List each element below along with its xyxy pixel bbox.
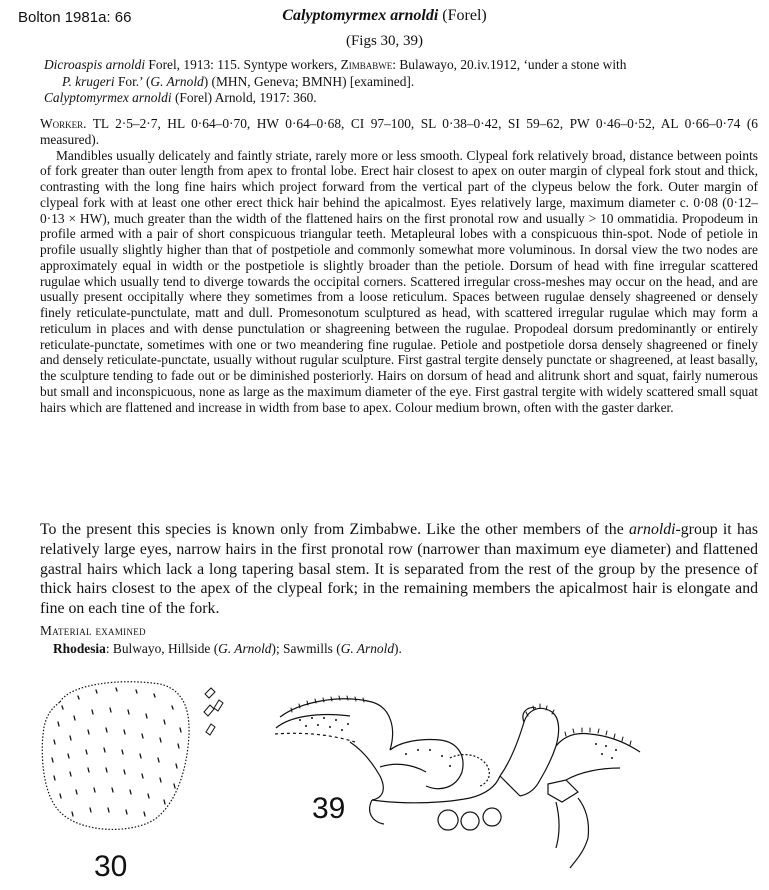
fig30-hairs (52, 688, 181, 816)
type-country: Zimbabwe (340, 57, 393, 72)
figures-area (0, 672, 769, 890)
figure-39-label: 39 (312, 792, 346, 825)
figure-30-label: 30 (94, 850, 128, 883)
locality-end: ). (394, 641, 402, 656)
depository: ) (MHN, Geneva; BMNH) [examined]. (203, 73, 415, 89)
synonymy-line-1 (44, 57, 756, 74)
collector-1: G. Arnold (218, 641, 272, 656)
species-title (0, 7, 769, 25)
synonymy-block (44, 57, 756, 107)
citation-label: Bolton 1981a: 66 (18, 9, 132, 26)
combination-ref: (Forel) Arnold, 1917: 360. (174, 90, 317, 105)
worker-measurements (40, 116, 758, 148)
collector-2: G. Arnold (340, 641, 395, 656)
figure-reference: (Figs 30, 39) (345, 33, 424, 49)
gaster-tergite-outline (42, 682, 189, 830)
synonym-ref: Forel, 1913: 115. Syntype workers, (148, 57, 338, 72)
synonymy-line-3 (44, 90, 756, 107)
distribution-body: group it has relatively large eyes, narrow hairs in the first pronotal row (narrower than maximum eye diameter) and flattened gastral hairs which lack a long tapering basal stem. It is separated from the rest of the group by the presence of thick hairs closest to the apex of the clypeal fork; in the remaining members the apicalmost hair is elongate and fine on each tine of the fork. (40, 521, 759, 618)
distribution-paragraph (40, 520, 758, 619)
synonymy-line-2 (44, 74, 756, 91)
page-header (0, 0, 769, 60)
worker-description-text: Mandibles usually delicately and faintly striate, rarely more or less smooth. Clypeal fork relatively broad, distance between points of fork greater than outer length from apex to frontal lobe. Erect hair closest to apex on outer margin of clypeal fork stout and thick, contrasting with the long fine hairs which project forward from the vertical part of the clypeus below the fork. Outer margin of clypeal fork with at least one other erect thick hair behind the apicalmost. Eyes relatively large, maximum diameter c. 0·08 (0·12–0·13 × HW), much greater than the width of the flattened hairs on the first pronotal row and usually > 10 ommatidia. Propodeum in profile armed with a pair of short conspicuous triangular teeth. Metapleural lobes with a conspicuous thin-spot. Node of petiole in profile usually slightly higher than that of postpetiole and commonly somewhat more voluminous. In dorsal view the two nodes are approximately equal in width or the postpetiole is slightly broader than the petiole. Dorsum of head with fine irregular scattered rugulae which usually tend to diverge towards the occipital corners. Scattered irregular cross-meshes may occur on the head, and are usually present occipitally where they sometimes from a loose reticulum. Spaces between rugulae densely shagreened or densely finely reticulate-punctulate, matt and dull. Promesonotum sculptured as head, with scattered irregular rugulae which may form a reticulum in places and with dense punctulation or shagreening between the rugulae. Propodeal dorsum predominantly or entirely reticulate-punctate, sometimes with one or two meandering fine rugulae. Petiole and postpetiole dorsa densely shagreened or finely and densely reticulate-punctate, usually without rugular sculpture. First gastral tergite densely punctate or shagreened, at least basally, the sculpture tending to fade out or be diminished posteriorly. Hairs on dorsum of head and alitrunk short and squat, fairly numerous but small and inconspicuous, none as large as the maximum diameter of the eye. First gastral tergite with widely scattered small squat hairs which are flattened and increase in width from base to apex. Colour medium brown, often with the gaster darker. (40, 147, 758, 415)
fig39-sculpture (299, 717, 617, 767)
species-author: (Forel) (442, 7, 487, 24)
group-name: arnoldi- (629, 521, 681, 538)
synonym-name: Dicroaspis arnoldi (44, 57, 146, 72)
worker-description (40, 116, 758, 415)
fig39-drawing (275, 699, 640, 868)
type-locality: : Bulawayo, 20.iv.1912, ‘under a stone with (392, 57, 627, 72)
material-localities (40, 640, 758, 658)
country-name: Rhodesia (53, 641, 106, 656)
locality-1: : Bulwayo, Hillside ( (105, 641, 219, 656)
host-name: P. krugeri (62, 73, 115, 89)
species-name: Calyptomyrmex arnoldi (282, 7, 439, 24)
collector-name: G. Arnold (150, 73, 204, 89)
fig30-drawing (42, 682, 189, 830)
material-examined (40, 622, 758, 658)
fig39-pubescence (291, 696, 631, 745)
combination-name: Calyptomyrmex arnoldi (44, 90, 172, 105)
measurements-text: TL 2·5–2·7, HL 0·64–0·70, HW 0·64–0·68, CI 97–100, SL 0·38–0·42, SI 59–62, PW 0·46–0·52, AL 0·66–0·74 (6 measured). (40, 116, 758, 147)
material-heading: Material examined (40, 623, 146, 638)
distribution-intro: To the present this species is known only from Zimbabwe. Like the other members of the (40, 521, 624, 538)
distribution-text (40, 520, 758, 619)
host-author: For.’ ( (117, 73, 151, 89)
locality-2: ); Sawmills ( (271, 641, 341, 656)
fig30-hair-detail (204, 688, 223, 735)
worker-label: Worker. (40, 116, 87, 131)
